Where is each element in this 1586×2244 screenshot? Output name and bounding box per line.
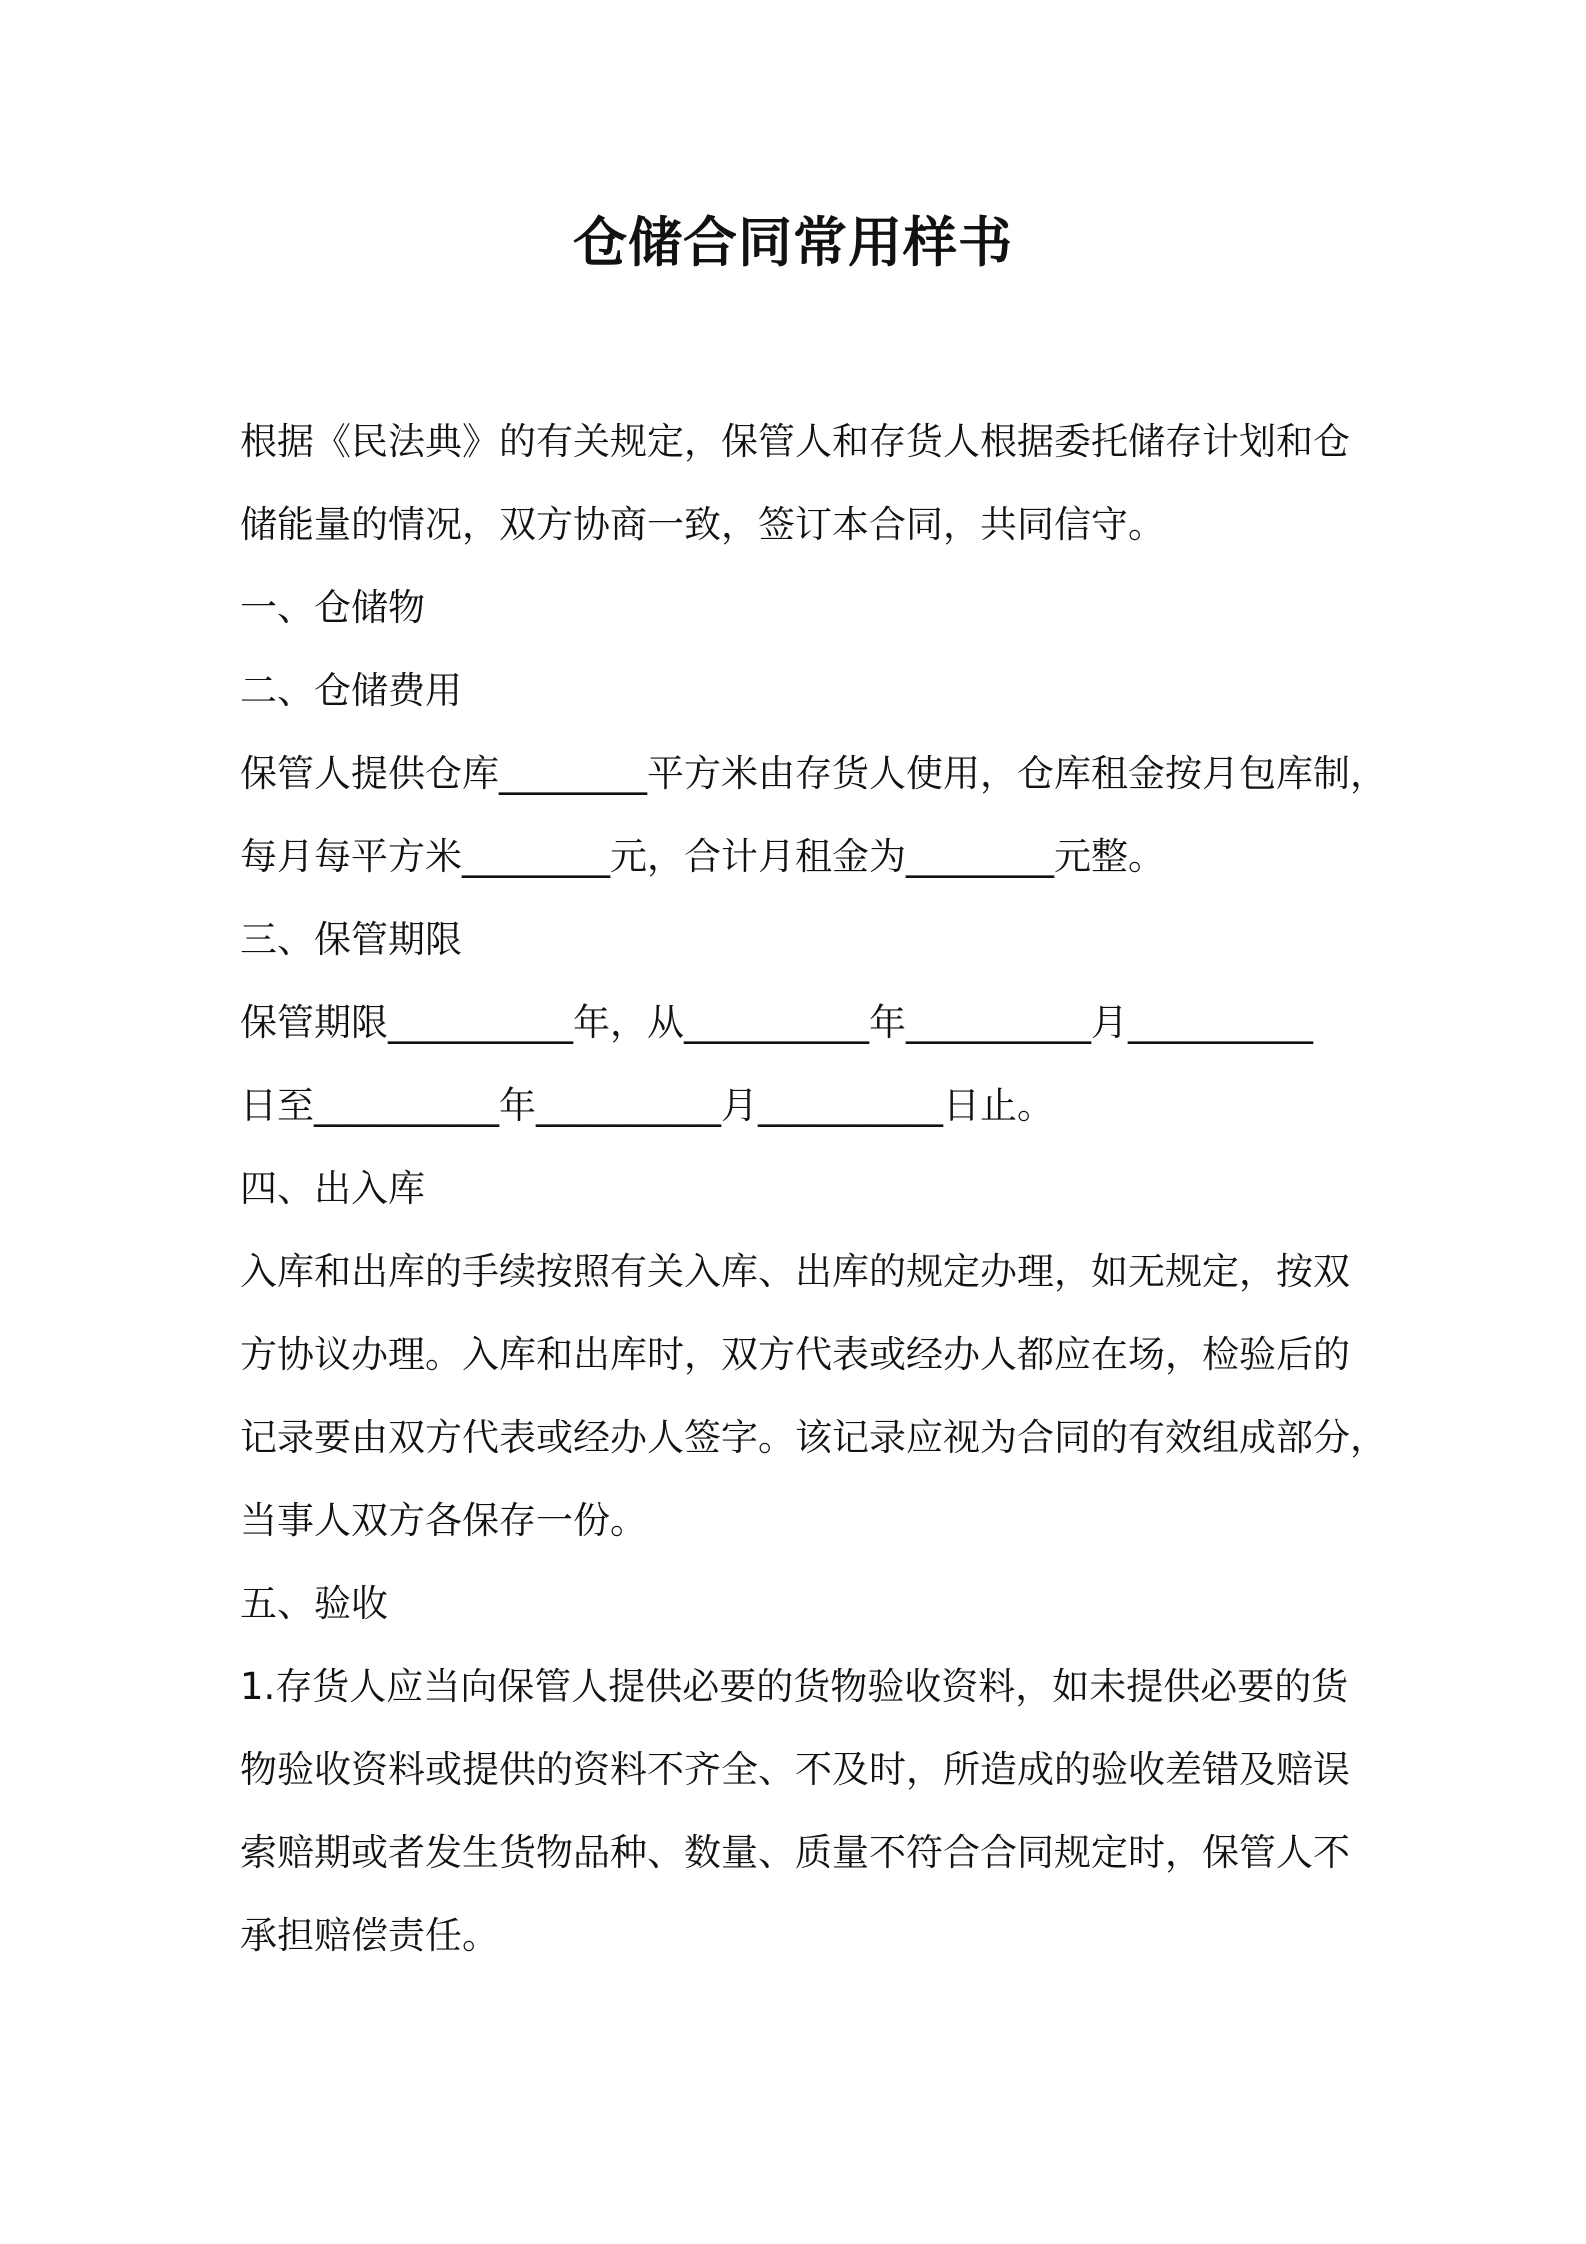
paragraph-line: 物验收资料或提供的资料不齐全、不及时，所造成的验收差错及赔误 [240,1748,1350,1791]
section-heading: 五、验收 [240,1582,388,1625]
paragraph-line: 索赔期或者发生货物品种、数量、质量不符合合同规定时，保管人不 [240,1831,1350,1874]
document-title: 仓储合同常用样书 [573,211,1013,274]
paragraph-line: 承担赔偿责任。 [240,1914,499,1957]
document-body [240,400,1387,1977]
paragraph-line: 记录要由双方代表或经办人签字。该记录应视为合同的有效组成部分， [240,1416,1387,1459]
section-heading: 三、保管期限 [240,918,462,961]
paragraph-line: 每月每平方米________元，合计月租金为________元整。 [240,835,1165,878]
paragraph-line: 储能量的情况，双方协商一致，签订本合同，共同信守。 [240,503,1165,546]
section-heading: 一、仓储物 [240,586,425,629]
paragraph-line: 1.存货人应当向保管人提供必要的货物验收资料，如未提供必要的货 [240,1665,1349,1708]
paragraph-line: 当事人双方各保存一份。 [240,1499,647,1542]
paragraph-line: 方协议办理。入库和出库时，双方代表或经办人都应在场，检验后的 [240,1333,1350,1376]
paragraph-line: 保管人提供仓库________平方米由存货人使用，仓库租金按月包库制， [240,752,1387,795]
paragraph-line: 入库和出库的手续按照有关入库、出库的规定办理，如无规定，按双 [240,1250,1350,1293]
paragraph-line: 保管期限__________年，从__________年__________月__________ [240,1001,1313,1044]
section-heading: 二、仓储费用 [240,669,462,712]
section-heading: 四、出入库 [240,1167,425,1210]
paragraph-line: 日至__________年__________月__________日止。 [240,1084,1054,1127]
paragraph-line: 根据《民法典》的有关规定，保管人和存货人根据委托储存计划和仓 [240,420,1350,463]
